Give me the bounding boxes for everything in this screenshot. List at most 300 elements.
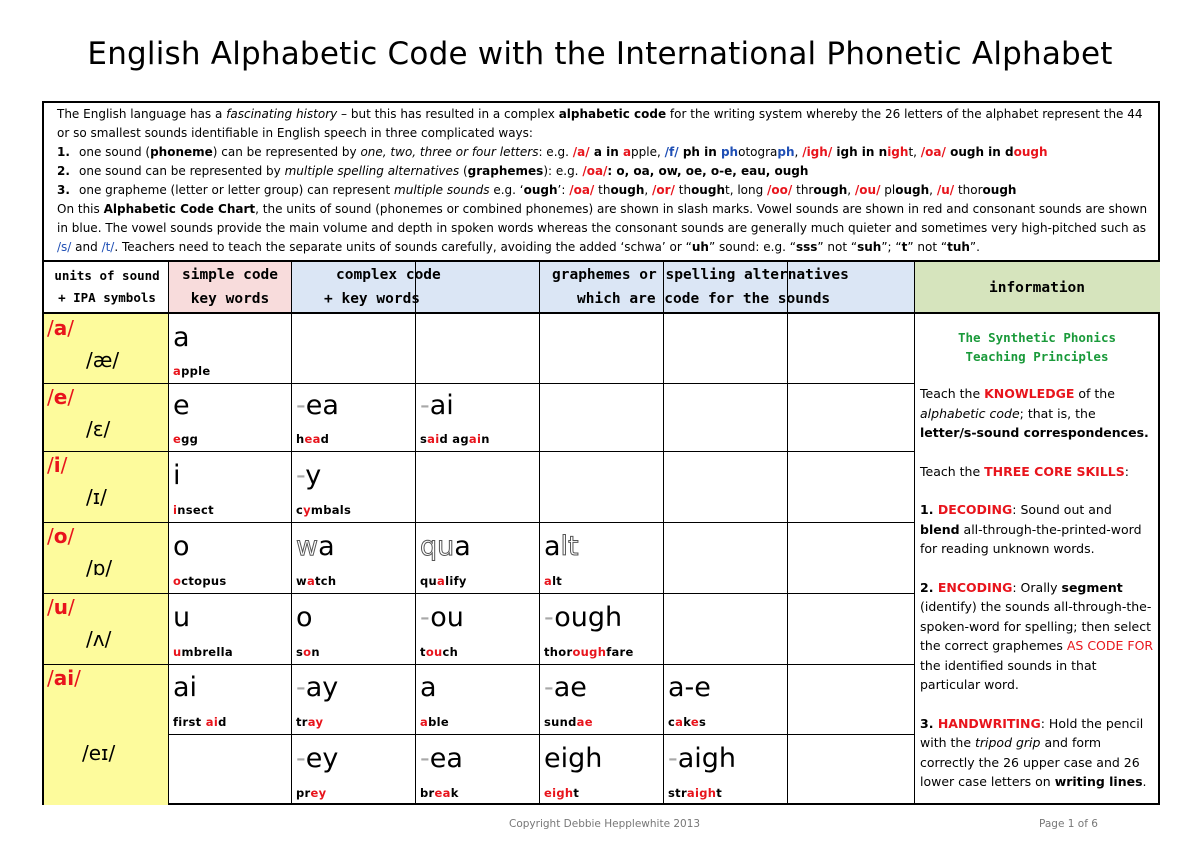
intro-text: ”; “: [881, 240, 902, 254]
dash-mark: -: [544, 672, 554, 703]
ipa-symbol: /æ/: [86, 348, 120, 372]
ipa-symbol: /ɛ/: [86, 417, 111, 441]
unit-of-sound-cell: [44, 522, 168, 593]
key-word-part: thor: [544, 645, 573, 659]
key-word: [544, 645, 634, 659]
intro-text: ough: [982, 183, 1017, 197]
key-word-part: u: [173, 645, 182, 659]
key-word-part: ai: [205, 715, 219, 729]
header-information-text: information: [988, 280, 1086, 296]
key-word-part: d ag: [439, 432, 469, 446]
grapheme-letters: a: [318, 530, 335, 562]
grapheme: [296, 391, 339, 421]
info-text: AS CODE FOR: [1066, 638, 1154, 653]
key-word: [420, 786, 459, 800]
phoneme-letters: o: [53, 524, 68, 548]
key-word-part: e: [690, 715, 699, 729]
grapheme-letters: ay: [305, 672, 339, 703]
slash-mark: /: [60, 453, 68, 477]
key-word-part: k: [450, 786, 459, 800]
outline-letters: qu: [420, 530, 455, 562]
key-word-part: ai: [468, 432, 482, 446]
key-word: [173, 364, 210, 378]
dash-mark: -: [296, 459, 306, 491]
intro-text: t: [901, 240, 908, 254]
grapheme-letters: ough: [554, 601, 623, 633]
header-label: simple code: [181, 267, 279, 283]
column-divider: [663, 262, 664, 803]
grapheme-letters: a: [454, 530, 471, 562]
grapheme-letters: i: [173, 459, 181, 491]
intro-text: alphabetic code: [558, 107, 667, 121]
intro-text: : e.g.: [538, 145, 573, 159]
key-word-part: ctopus: [181, 574, 227, 588]
intro-text: Alphabetic Code Chart: [103, 202, 256, 216]
intro-text: for the writing system whereby the 26 letters of the alphabet represent the 44 or so smallest sounds identifiable in English speech in three complicated ways:: [57, 107, 1143, 140]
grapheme-cell: [291, 734, 415, 805]
intro-text: one sound (: [79, 145, 151, 159]
slash-mark: /: [47, 385, 54, 409]
info-text: 2.: [920, 579, 938, 595]
key-word-part: br: [420, 786, 435, 800]
intro-text: : o, oa, ow, oe, o-e, eau, ough: [607, 164, 809, 178]
intro-text: ough: [895, 183, 930, 197]
grapheme-letters: ea: [429, 742, 463, 774]
phoneme-letters: u: [53, 595, 68, 619]
grapheme-letters: ey: [305, 742, 339, 774]
key-word: [173, 574, 226, 588]
grapheme-letters: o: [296, 601, 313, 633]
grapheme-cell: [663, 664, 787, 734]
info-paragraph-decoding: [920, 500, 1154, 559]
grapheme: [544, 673, 587, 703]
grapheme-cell: [291, 451, 415, 522]
intro-text: multiple spelling alternatives: [284, 164, 460, 178]
phoneme-unit: [47, 385, 74, 409]
intro-text: ough in d: [945, 145, 1014, 159]
intro-list-item-1: [57, 143, 1152, 162]
grapheme-cell: [168, 314, 291, 383]
column-divider: [787, 262, 788, 803]
grapheme: [420, 391, 454, 421]
key-word-part: a: [306, 574, 315, 588]
key-word-part: n: [311, 645, 320, 659]
key-word-part: s: [420, 432, 428, 446]
key-word: [296, 503, 351, 517]
intro-list-item-2: [57, 162, 1152, 181]
key-word-part: ey: [310, 786, 327, 800]
key-word-part: sund: [544, 715, 577, 729]
key-word: [544, 715, 593, 729]
intro-text: th: [674, 183, 692, 197]
grapheme-cell: [291, 383, 415, 451]
grapheme-cell: [168, 593, 291, 664]
slash-mark: /: [67, 524, 75, 548]
grapheme: [173, 323, 190, 353]
intro-text: suh: [857, 240, 882, 254]
info-text: 3.: [920, 715, 938, 731]
grapheme-cell: [415, 734, 539, 805]
phoneme: /oo/: [767, 183, 793, 197]
key-word-part: str: [668, 786, 687, 800]
phoneme: /oa/: [920, 145, 946, 159]
key-word: [173, 645, 233, 659]
info-text: letter/s-sound correspondences.: [920, 425, 1149, 440]
key-word: [420, 574, 467, 588]
key-word-part: ay: [307, 715, 324, 729]
key-word-part: ea: [434, 786, 451, 800]
grapheme-cell: [663, 734, 787, 805]
info-text: and form correctly the 26 upper case and 26 lower case letters on: [920, 735, 1140, 789]
intro-text: ’:: [557, 183, 570, 197]
grapheme-letters: ou: [430, 601, 464, 633]
grapheme-cell: [539, 593, 663, 664]
ipa-symbol: /ʌ/: [86, 627, 112, 651]
grapheme: [420, 532, 471, 562]
slash-mark: /: [47, 453, 54, 477]
footer-copyright: Copyright Debbie Hepplewhite 2013: [509, 818, 701, 830]
intro-text: ph in: [678, 145, 721, 159]
list-number: 2.: [57, 164, 70, 178]
info-heading: Teaching Principles: [965, 349, 1109, 364]
info-text: blend: [920, 521, 960, 537]
phoneme: /ou/: [854, 183, 881, 197]
info-text: the identified sounds in that particular word.: [920, 657, 1097, 692]
phoneme-unit: [47, 453, 67, 477]
intro-text: ,: [644, 183, 652, 197]
header-label: key words: [190, 291, 270, 307]
info-text: alphabetic code: [920, 405, 1020, 421]
grapheme: [173, 673, 197, 703]
phoneme: /s/: [57, 240, 72, 254]
unit-of-sound-cell: [44, 383, 168, 451]
grapheme-cell: [291, 664, 415, 734]
key-word-part: d: [218, 715, 227, 729]
intro-text: thor: [954, 183, 983, 197]
intro-text: (: [459, 164, 468, 178]
intro-text: tuh: [947, 240, 970, 254]
grapheme-cell: [415, 383, 539, 451]
grapheme-cell: [168, 734, 291, 805]
key-word-part: pple: [181, 364, 211, 378]
intro-text: ” not “: [817, 240, 858, 254]
intro-text: ough: [610, 183, 645, 197]
grapheme: [173, 391, 190, 421]
grapheme-cell: [415, 664, 539, 734]
grapheme: [296, 461, 321, 491]
key-word: [296, 715, 323, 729]
intro-text: a in: [589, 145, 623, 159]
key-word: [173, 503, 214, 517]
phoneme: /or/: [652, 183, 675, 197]
key-word-part: a: [437, 574, 446, 588]
grapheme: [296, 603, 313, 633]
phoneme-unit: [47, 316, 74, 340]
key-word-part: tch: [315, 574, 337, 588]
grapheme-cell: [168, 522, 291, 593]
grapheme-letters: ai: [173, 672, 198, 703]
page-title: English Alphabetic Code with the International Phonetic Alphabet: [87, 36, 1113, 72]
grapheme: [668, 744, 736, 774]
key-word-part: mbrella: [181, 645, 233, 659]
key-word-part: t: [716, 786, 723, 800]
key-word-part: s: [296, 645, 304, 659]
header-graphemes-text: [544, 263, 874, 311]
key-word-part: k: [683, 715, 691, 729]
key-word: [296, 574, 336, 588]
grapheme-letters: ae: [553, 672, 587, 703]
intro-text: e.g. ‘: [489, 183, 524, 197]
key-word-part: tr: [296, 715, 308, 729]
key-word-part: d: [320, 432, 330, 446]
intro-text: ) can be represented by: [212, 145, 361, 159]
grapheme-cell: [539, 522, 663, 593]
key-word-part: first: [173, 715, 206, 729]
intro-text: and: [71, 240, 102, 254]
key-word-part: o: [303, 645, 312, 659]
header-label: graphemes or spelling alternatives: [552, 267, 849, 283]
grapheme: [420, 744, 463, 774]
grapheme-letters: a: [544, 530, 561, 562]
grapheme: [668, 673, 711, 703]
info-text: : Orally: [1012, 579, 1062, 595]
row-divider: [44, 664, 914, 665]
phoneme-unit: [47, 595, 75, 619]
intro-text: ,: [847, 183, 855, 197]
header-units-text: [48, 265, 166, 309]
column-divider: [539, 262, 540, 803]
grapheme-letters: a-e: [668, 672, 711, 703]
key-word-part: ae: [576, 715, 593, 729]
key-word: [544, 574, 562, 588]
key-word-part: mbals: [310, 503, 352, 517]
list-number: 1.: [57, 145, 70, 159]
alphabetic-code-table: [42, 260, 1160, 805]
grapheme: [173, 603, 190, 633]
grapheme-letters: ea: [305, 390, 339, 421]
grapheme-cell: [415, 593, 539, 664]
grapheme-letters: a: [420, 672, 437, 703]
key-word: [296, 786, 326, 800]
slash-mark: /: [47, 666, 54, 690]
key-word-part: t: [420, 645, 426, 659]
phoneme-unit: [47, 524, 74, 548]
row-divider: [44, 593, 914, 594]
grapheme-cell: [415, 522, 539, 593]
key-word: [420, 715, 449, 729]
key-word-part: lt: [552, 574, 563, 588]
grapheme-letters: o: [173, 530, 190, 562]
key-word-part: t: [573, 786, 580, 800]
intro-text: ,: [929, 183, 937, 197]
key-word-part: o: [173, 574, 182, 588]
intro-paragraph-1: [57, 105, 1152, 143]
key-word: [296, 645, 320, 659]
key-word-part: aigh: [686, 786, 717, 800]
intro-text: . Teachers need to teach the separate units of sounds carefully, avoiding the added ‘schwa’ or “: [114, 240, 692, 254]
column-divider: [415, 262, 416, 803]
dash-mark: -: [296, 742, 306, 774]
info-text: of the: [1074, 386, 1115, 401]
intro-text: ”.: [969, 240, 980, 254]
key-word-part: c: [668, 715, 676, 729]
key-word-part: a: [173, 364, 182, 378]
header-simple-text: [170, 263, 290, 311]
dash-mark: -: [668, 742, 678, 774]
key-word-part: e: [173, 432, 182, 446]
intro-text: uh: [691, 240, 709, 254]
key-word-part: gg: [181, 432, 199, 446]
info-text: KNOWLEDGE: [984, 386, 1075, 401]
key-word-part: n: [481, 432, 490, 446]
list-number: 3.: [57, 183, 70, 197]
intro-text: ough: [813, 183, 848, 197]
intro-text: – but this has resulted in a complex: [337, 107, 559, 121]
phoneme-letters: a: [53, 316, 68, 340]
info-text: (identify) the sounds all-through-the-spoken-word for spelling; then select the correct graphemes: [920, 599, 1152, 653]
info-text: tripod grip: [974, 735, 1041, 750]
info-text: : Sound out and: [1012, 502, 1112, 517]
grapheme: [173, 461, 181, 491]
row-divider: [44, 522, 914, 523]
row-divider: [168, 734, 914, 735]
intro-text: a: [622, 145, 632, 159]
key-word: [544, 786, 579, 800]
intro-text: On this: [57, 202, 104, 216]
phoneme: /f/: [664, 145, 679, 159]
slash-mark: /: [67, 385, 75, 409]
key-word-part: a: [544, 574, 553, 588]
phoneme: /igh/: [802, 145, 833, 159]
slash-mark: /: [67, 316, 74, 340]
key-word-part: nsect: [177, 503, 214, 517]
intro-text: phoneme: [150, 145, 213, 159]
intro-text: , the units of sound (phonemes or combined phonemes) are shown in slash marks. Vowel sounds are shown in red and consonant sounds are shown in blue. The vowel sounds provide the main volume and depth in spoken words whereas the consonant sounds are generally much quieter and sometimes very high-pitched such as: [57, 202, 1148, 235]
phoneme-letters: ai: [53, 666, 75, 690]
dash-mark: -: [420, 390, 430, 421]
grapheme-cell: [291, 522, 415, 593]
row-divider: [44, 383, 914, 384]
outline-letters: lt: [560, 530, 579, 562]
info-text: writing lines: [1054, 774, 1143, 789]
intro-text: ph: [720, 145, 739, 159]
phoneme: /u/: [936, 183, 955, 197]
slash-mark: /: [68, 595, 75, 619]
header-label: which are code for the sounds: [577, 291, 831, 307]
ipa-symbol: /eɪ/: [82, 740, 116, 765]
intro-text: ough: [691, 183, 725, 197]
info-paragraph-encoding: [920, 578, 1154, 695]
key-word-part: a: [675, 715, 684, 729]
key-word: [420, 432, 490, 446]
key-word-part: ch: [442, 645, 459, 659]
unit-of-sound-cell: [44, 314, 168, 383]
intro-text: t,: [908, 145, 921, 159]
grapheme: [296, 673, 338, 703]
intro-text-box: [42, 101, 1160, 261]
grapheme-letters: eigh: [544, 742, 603, 774]
info-text: segment: [1061, 579, 1123, 595]
grapheme-cell: [168, 383, 291, 451]
grapheme: [544, 603, 622, 633]
key-word-part: ough: [572, 645, 607, 659]
dash-mark: -: [296, 672, 306, 703]
info-paragraph-handwriting: [920, 714, 1154, 792]
info-text: Teach the: [920, 463, 985, 479]
info-text: THREE CORE SKILLS: [984, 463, 1125, 479]
intro-text: pple,: [631, 145, 665, 159]
intro-text: fascinating history: [226, 107, 338, 121]
grapheme-cell: [539, 664, 663, 734]
phoneme-unit: [47, 666, 81, 690]
grapheme: [420, 603, 464, 633]
key-word-part: h: [296, 432, 305, 446]
unit-of-sound-cell: [44, 451, 168, 522]
key-word-part: i: [173, 503, 178, 517]
intro-text: thr: [792, 183, 814, 197]
unit-of-sound-cell: [44, 664, 168, 805]
key-word-part: ble: [428, 715, 449, 729]
key-word: [173, 715, 227, 729]
intro-text: ough: [523, 183, 558, 197]
column-divider: [168, 262, 169, 803]
intro-text: t, long: [724, 183, 768, 197]
intro-text: igh: [887, 145, 909, 159]
info-text: all-through-the-printed-word for reading unknown words.: [920, 521, 1142, 556]
header-label: units of sound: [54, 268, 160, 283]
info-heading: The Synthetic Phonics: [957, 330, 1117, 345]
grapheme-cell: [168, 451, 291, 522]
ipa-symbol: /ɒ/: [86, 556, 113, 580]
row-divider: [44, 451, 914, 452]
phoneme: /t/: [101, 240, 115, 254]
slash-mark: /: [47, 595, 54, 619]
intro-text: th: [594, 183, 611, 197]
slash-mark: /: [74, 666, 81, 690]
info-text: :: [1124, 463, 1129, 479]
intro-text: ,: [794, 145, 803, 159]
dash-mark: -: [420, 601, 431, 633]
grapheme: [296, 744, 338, 774]
information-panel: [914, 314, 1160, 805]
info-text: HANDWRITING: [937, 715, 1041, 731]
phoneme-letters: i: [53, 453, 61, 477]
intro-text: one grapheme (letter or letter group) can represent: [79, 183, 395, 197]
header-label: + IPA symbols: [58, 290, 156, 305]
key-word: [668, 786, 722, 800]
key-word-part: y: [303, 503, 311, 517]
phoneme: /oa/: [569, 183, 595, 197]
dash-mark: -: [420, 742, 430, 774]
intro-text: igh in n: [832, 145, 888, 159]
key-word-part: eigh: [544, 786, 574, 800]
grapheme-cell: [291, 593, 415, 664]
dash-mark: -: [544, 601, 555, 633]
grapheme-letters: aigh: [677, 742, 737, 774]
grapheme-letters: u: [173, 601, 191, 633]
intro-text: The English language has a: [57, 107, 227, 121]
info-text: DECODING: [937, 502, 1013, 517]
grapheme-letters: ai: [429, 390, 454, 421]
key-word-part: c: [296, 503, 304, 517]
header-label: complex code: [336, 267, 441, 283]
intro-text: pl: [880, 183, 896, 197]
intro-text: ph: [777, 145, 795, 159]
info-paragraph-knowledge: [920, 384, 1154, 443]
key-word-part: qu: [420, 574, 438, 588]
key-word-part: lify: [445, 574, 467, 588]
outline-letters: w: [296, 530, 319, 562]
